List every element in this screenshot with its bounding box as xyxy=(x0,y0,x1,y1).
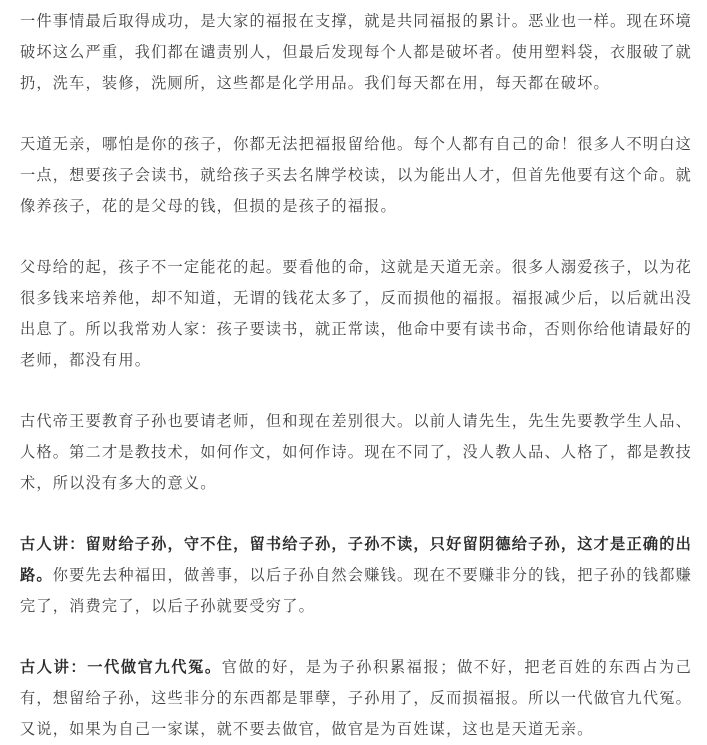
paragraph-6-text: 官做的好，是为子孙积累福报；做不好，把老百姓的东西占为己有，想留给子孙，这些非分的东西都是罪孽，子孙用了，反而损福报。所以一代做官九代冤。又说，如果为自己一家谋，就不要去做官，做官是为百姓谋，这也是天道无亲。 xyxy=(20,658,692,738)
paragraph-5 xyxy=(20,529,692,622)
article-body xyxy=(20,6,692,745)
paragraph-1-text: 一件事情最后取得成功，是大家的福报在支撑，就是共同福报的累计。恶业也一样。现在环境破坏这么严重，我们都在谴责别人，但最后发现每个人都是破坏者。使用塑料袋，衣服破了就扔，洗车，装修，洗厕所，这些都是化学用品。我们每天都在用，每天都在破坏。 xyxy=(20,12,692,92)
paragraph-2 xyxy=(20,129,692,222)
paragraph-5-text: 你要先去种福田，做善事，以后子孙自然会赚钱。现在不要赚非分的钱，把子孙的钱都赚完了，消费完了，以后子孙就要受穷了。 xyxy=(20,566,692,615)
paragraph-1 xyxy=(20,6,692,99)
paragraph-3 xyxy=(20,252,692,376)
paragraph-6 xyxy=(20,652,692,745)
paragraph-6-bold: 古人讲：一代做官九代冤。 xyxy=(20,658,222,676)
paragraph-3-text: 父母给的起，孩子不一定能花的起。要看他的命，这就是天道无亲。很多人溺爱孩子，以为花很多钱来培养他，却不知道，无谓的钱花太多了，反而损他的福报。福报减少后，以后就出没出息了。所以我常劝人家：孩子要读书，就正常读，他命中要有读书命，否则你给他请最好的老师，都没有用。 xyxy=(20,258,692,369)
paragraph-4-text: 古代帝王要教育子孙也要请老师，但和现在差别很大。以前人请先生，先生先要教学生人品、人格。第二才是教技术，如何作文，如何作诗。现在不同了，没人教人品、人格了，都是教技术，所以没有多大的意义。 xyxy=(20,412,692,492)
paragraph-4 xyxy=(20,406,692,499)
paragraph-5-bold: 古人讲：留财给子孙，守不住，留书给子孙，子孙不读，只好留阴德给子孙，这才是正确的出路。 xyxy=(20,535,692,584)
paragraph-2-text: 天道无亲，哪怕是你的孩子，你都无法把福报留给他。每个人都有自己的命！很多人不明白这一点，想要孩子会读书，就给孩子买去名牌学校读，以为能出人才，但首先他要有这个命。就像养孩子，花的是父母的钱，但损的是孩子的福报。 xyxy=(20,135,692,215)
